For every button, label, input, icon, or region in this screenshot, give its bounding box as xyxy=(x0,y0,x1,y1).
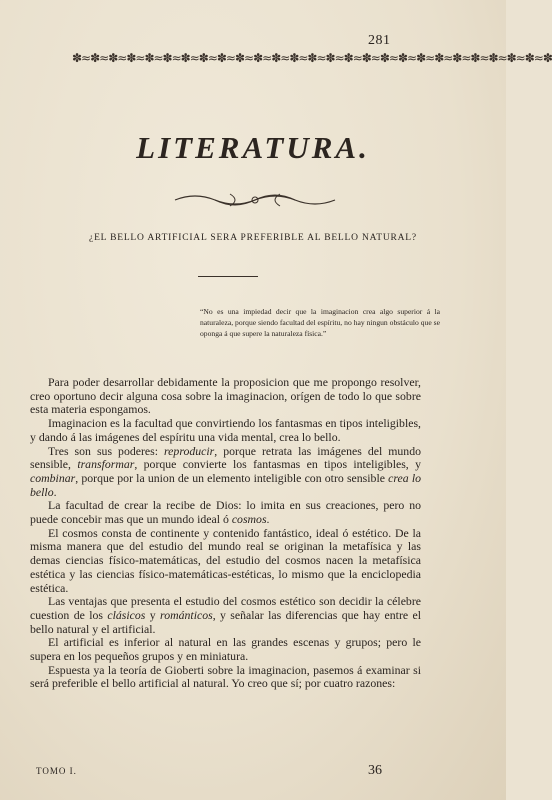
paragraph: El artificial es inferior al natural en las grandes escenas y grupos; pero le supera en los pequeños grupos y en miniatura. xyxy=(30,635,421,664)
paragraph: Espuesta ya la teoría de Gioberti sobre la imaginacion, pasemos á examinar si será preferible el bello artificial al natural. Yo creo que sí; por cuatro razones: xyxy=(30,662,421,691)
paragraph: La facultad de crear la recibe de Dios: lo imita en sus creaciones, pero no puede concebir mas que un mundo ideal ó cosmos. xyxy=(30,498,421,527)
body-text xyxy=(30,376,421,691)
paragraph: Las ventajas que presenta el estudio del cosmos estético son decidir la célebre cuestion de los clásicos y románticos, y señalar las diferencias que hay entre el bello natural y el artificial. xyxy=(30,594,422,636)
page-number: 281 xyxy=(368,33,391,48)
volume-label: TOMO I. xyxy=(36,766,77,776)
paragraph: Tres son sus poderes: reproducir, porque retrata las imágenes del mundo sensible, transformar, porque convierte los fantasmas en tipos inteligibles, y combinar, porque por la union de un elemento inteligible con otro sensible crea lo bello. xyxy=(30,443,422,499)
essay-title: ¿EL BELLO ARTIFICIAL SERA PREFERIBLE AL BELLO NATURAL? xyxy=(89,233,417,243)
signature-mark: 36 xyxy=(368,763,382,778)
epigraph-quote: “No es una impiedad decir que la imaginacion crea algo superior á la naturaleza, porque siendo facultad del espíritu, no hay ningun obstáculo que se oponga á que supere la naturaleza física.” xyxy=(200,307,440,338)
paragraph: Imaginacion es la facultad que convirtiendo los fantasmas en tipos inteligibles, y dando á las imágenes del espíritu una vida mental, crea lo bello. xyxy=(30,416,421,444)
paragraph: El cosmos consta de continente y contenido fantástico, ideal ó estético. De la misma manera que del estudio del mundo real se originan la metafísica y las demas ciencias físico-matemáticas, del estudio del cosmos nacen la metafísica estética y las ciencias físico-matemáticas-estéticas, lo mismo que la enciclopedia estética. xyxy=(30,525,421,595)
ornamental-border: ✽≈✽≈✽≈✽≈✽≈✽≈✽≈✽≈✽≈✽≈✽≈✽≈✽≈✽≈✽≈✽≈✽≈✽≈✽≈✽≈✽≈✽≈✽≈✽≈✽≈✽≈✽ xyxy=(72,51,552,65)
divider-rule xyxy=(198,276,258,277)
paragraph: Para poder desarrollar debidamente la proposicion que me propongo resolver, creo oportuno decir alguna cosa sobre la imaginacion, orígen de todo lo que sobre esta materia espongamos. xyxy=(30,375,421,417)
flourish-ornament-icon xyxy=(170,188,340,212)
section-title: LITERATURA. xyxy=(136,130,370,165)
